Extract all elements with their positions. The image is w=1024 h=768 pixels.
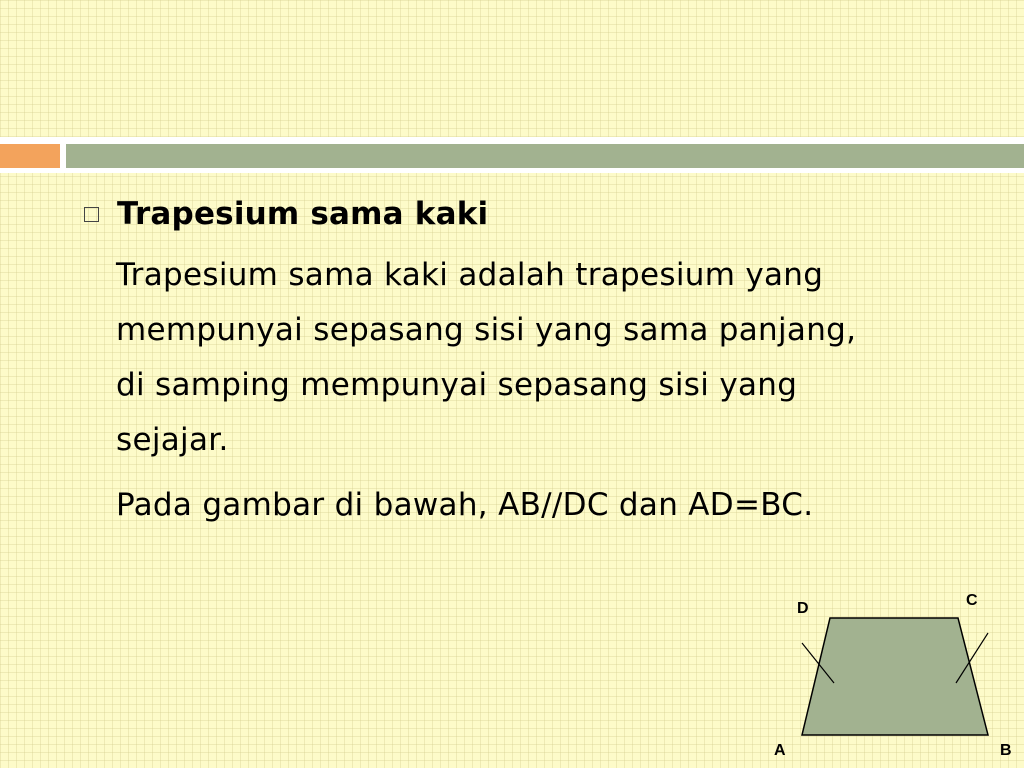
vertex-label-a: A <box>774 742 786 759</box>
paragraph-line: sejajar. <box>116 422 229 458</box>
vertex-label-b: B <box>1000 742 1012 759</box>
figure-caption-paragraph: Pada gambar di bawah, AB//DC dan AD=BC. <box>116 487 814 523</box>
vertex-label-d: D <box>797 600 809 617</box>
square-bullet-icon <box>84 207 99 222</box>
slide-content <box>82 190 982 533</box>
accent-bar-orange <box>0 144 60 168</box>
trapezoid-figure <box>760 585 1024 768</box>
bullet-item <box>82 190 982 238</box>
paragraph-line: di samping mempunyai sepasang sisi yang <box>116 367 798 403</box>
paragraph-line: mempunyai sepasang sisi yang sama panjang, <box>116 312 857 348</box>
bullet-heading: Trapesium sama kaki <box>117 196 489 232</box>
paragraph-line: Trapesium sama kaki adalah trapesium yang <box>116 257 824 293</box>
vertex-label-c: C <box>966 592 978 609</box>
accent-bar-green <box>66 144 1024 168</box>
definition-paragraph <box>116 248 986 468</box>
